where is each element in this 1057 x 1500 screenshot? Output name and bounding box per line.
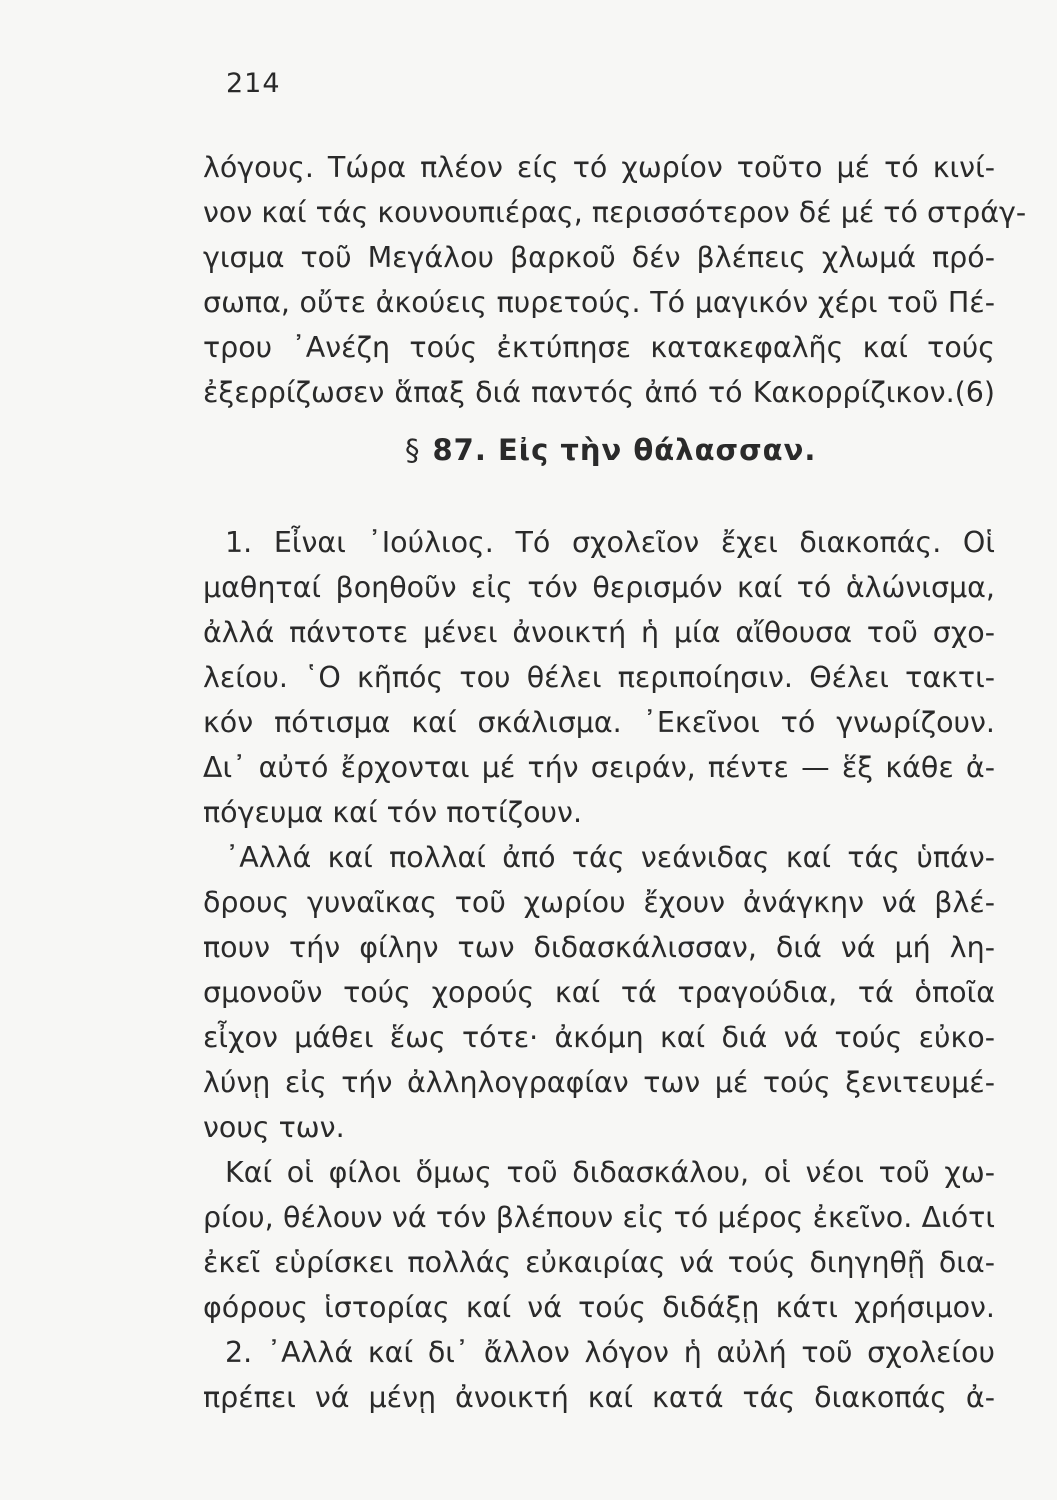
text-line: μαθηταί βοηθοῦν εἰς τόν θερισμόν καί τό ἁλώνισμα, <box>203 571 995 604</box>
text-line: κόν πότισμα καί σκάλισμα. ᾿Εκεῖνοι τό γνωρίζουν. <box>203 706 995 739</box>
page-number: 214 <box>226 68 281 99</box>
section-symbol: § <box>405 433 421 467</box>
text-line: πρέπει νά μένῃ ἀνοικτή καί κατά τάς διακοπάς ἀ- <box>203 1381 995 1414</box>
text-line: 2. ᾿Αλλά καί δι᾿ ἄλλον λόγον ἡ αὐλή τοῦ σχολείου <box>225 1336 995 1369</box>
text-line: λείου. ῾Ο κῆπός του θέλει περιποίησιν. Θέλει τακτι- <box>203 661 995 694</box>
text-line: γισμα τοῦ Μεγάλου βαρκοῦ δέν βλέπεις χλωμά πρό- <box>203 241 995 274</box>
text-line: τρου ᾿Ανέζη τούς ἐκτύπησε κατακεφαλῆς καί τούς <box>203 331 995 364</box>
text-line: πόγευμα καί τόν ποτίζουν. <box>203 796 583 829</box>
text-line: Δι᾿ αὐτό ἔρχονται μέ τήν σειράν, πέντε — ἕξ κάθε ἀ- <box>203 751 995 784</box>
text-line: φόρους ἱστορίας καί νά τούς διδάξῃ κάτι χρήσιμον. <box>203 1291 995 1324</box>
text-line: πουν τήν φίλην των διδασκάλισσαν, διά νά μή λη- <box>203 931 995 964</box>
text-line: λόγους. Τώρα πλέον είς τό χωρίον τοῦτο μέ τό κινί- <box>203 151 995 184</box>
text-line: σμονοῦν τούς χορούς καί τά τραγούδια, τά ὁποῖα <box>203 976 995 1009</box>
intro-paragraph <box>203 145 1027 415</box>
text-line: σωπα, οὔτε ἀκούεις πυρετούς. Τό μαγικόν χέρι τοῦ Πέ- <box>203 286 995 319</box>
section-body <box>203 520 995 1420</box>
text-line: ἐξερρίζωσεν ἅπαξ διά παντός ἀπό τό Κακορρίζικον.(6) <box>203 376 995 409</box>
text-line: ἀλλά πάντοτε μένει ἀνοικτή ἡ μία αἴθουσα τοῦ σχο- <box>203 616 995 649</box>
section-title: 87. Εἰς τὴν θάλασσαν. <box>432 433 817 467</box>
text-line: εἶχον μάθει ἕως τότε· ἀκόμη καί διά νά τούς εὐκο- <box>203 1021 995 1054</box>
text-line: Καί οἱ φίλοι ὅμως τοῦ διδασκάλου, οἱ νέοι τοῦ χω- <box>225 1156 995 1189</box>
text-line: ᾿Αλλά καί πολλαί ἀπό τάς νεάνιδας καί τάς ὑπάν- <box>225 841 995 874</box>
section-heading <box>405 433 816 467</box>
text-line: λύνῃ εἰς τήν ἀλληλογραφίαν των μέ τούς ξενιτευμέ- <box>203 1066 995 1099</box>
text-line: 1. Εἶναι ᾿Ιούλιος. Τό σχολεῖον ἔχει διακοπάς. Οἱ <box>225 526 995 559</box>
text-line: νους των. <box>203 1111 345 1144</box>
text-line: δρους γυναῖκας τοῦ χωρίου ἔχουν ἀνάγκην νά βλέ- <box>203 886 995 919</box>
text-line: ἐκεῖ εὑρίσκει πολλάς εὐκαιρίας νά τούς διηγηθῇ δια- <box>203 1246 995 1279</box>
text-line: νον καί τάς κουνουπιέρας, περισσότερον δέ μέ τό στράγ- <box>203 196 1027 229</box>
text-line: ρίου, θέλουν νά τόν βλέπουν εἰς τό μέρος ἐκεῖνο. Διότι <box>203 1201 995 1234</box>
